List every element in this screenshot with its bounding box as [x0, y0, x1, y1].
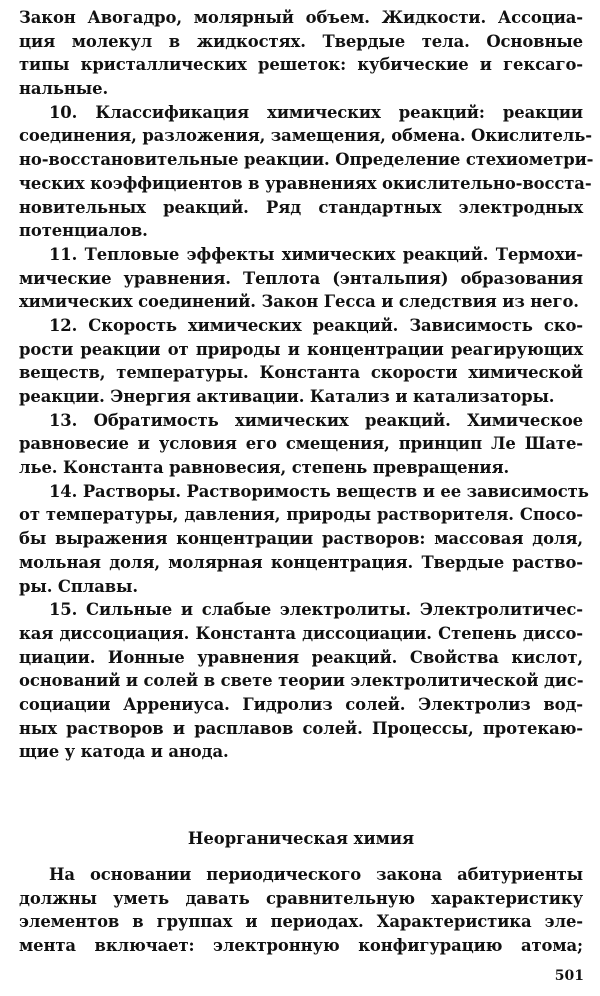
text-line: ры. Сплавы. [19, 576, 138, 596]
text-line: должны уметь давать сравнительную характеристику [19, 888, 583, 908]
text-line: 13. Обратимость химических реакций. Химическое [49, 410, 583, 430]
text-line: потенциалов. [19, 221, 148, 241]
text-line: 15. Сильные и слабые электролиты. Электролитичес- [49, 600, 583, 620]
text-line: соединения, разложения, замещения, обмена. Окислитель- [19, 126, 592, 146]
text-line: но-восстановительные реакции. Определение стехиометри- [19, 150, 594, 170]
text-line: ция молекул в жидкостях. Твердые тела. Основные [19, 31, 583, 51]
text-line: ческих коэффициентов в уравнениях окислительно-восста- [19, 173, 592, 193]
text-line: нальные. [19, 79, 109, 99]
text-line: веществ, температуры. Константа скорости химической [19, 363, 583, 383]
text-line: мента включает: электронную конфигурацию атома; [19, 936, 583, 956]
section-heading: Неорганическая химия [187, 829, 415, 848]
text-line: от температуры, давления, природы растворителя. Спосо- [19, 505, 583, 525]
text-line: химических соединений. Закон Гесса и следствия из него. [19, 292, 579, 312]
page-content [19, 6, 594, 956]
text-line: рости реакции от природы и концентрации реагирующих [19, 339, 583, 359]
text-line: социации Аррениуса. Гидролиз солей. Электролиз вод- [19, 694, 583, 714]
text-line: На основании периодического закона абитуриенты [49, 865, 583, 884]
text-line: оснований и солей в свете теории электролитической дис- [19, 671, 584, 691]
text-line: 10. Классификация химических реакций: реакции [49, 102, 583, 122]
text-line: ных растворов и расплавов солей. Процессы, протекаю- [19, 718, 583, 738]
section-intro-text [19, 863, 583, 958]
text-line: типы кристаллических решеток: кубические и гексаго- [19, 55, 583, 75]
text-line: кая диссоциация. Константа диссоциации. Степень диссо- [19, 623, 583, 643]
text-line: элементов в группах и периодах. Характеристика эле- [19, 912, 583, 932]
text-line: равновесие и условия его смещения, принцип Ле Шате- [19, 434, 583, 454]
text-line: щие у катода и анода. [19, 742, 229, 762]
text-line: мические уравнения. Теплота (энтальпия) образования [19, 268, 583, 288]
text-line: 11. Тепловые эффекты химических реакций. Термохи- [49, 244, 583, 264]
text-line: бы выражения концентрации растворов: массовая доля, [19, 529, 583, 549]
text-line: циации. Ионные уравнения реакций. Свойства кислот, [19, 647, 583, 667]
text-line: новительных реакций. Ряд стандартных электродных [19, 197, 583, 217]
text-line: лье. Константа равновесия, степень превращения. [19, 458, 510, 478]
text-line: реакции. Энергия активации. Катализ и катализаторы. [19, 387, 555, 406]
text-line: мольная доля, молярная концентрация. Твердые раство- [19, 552, 583, 572]
text-line: 14. Растворы. Растворимость веществ и ее зависимость [49, 481, 589, 501]
page-number: 501 [554, 968, 584, 984]
text-line: Закон Авогадро, молярный объем. Жидкости. Ассоциа- [19, 8, 583, 27]
body-text [19, 6, 594, 764]
text-line: 12. Скорость химических реакций. Зависимость ско- [49, 315, 583, 335]
